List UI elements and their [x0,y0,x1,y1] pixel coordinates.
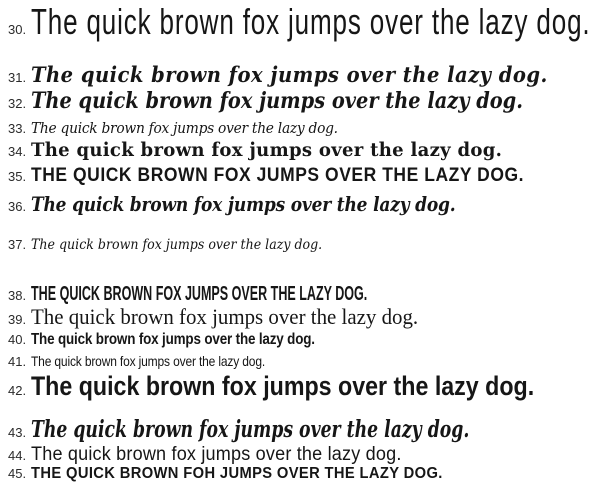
font-sample-row [8,284,541,306]
font-sample-row [8,119,365,137]
font-sample-row [8,88,590,114]
font-sample-row [8,237,355,253]
sample-text: The quick brown fox jumps over the lazy dog. [31,416,470,443]
font-sample-row [8,444,421,466]
sample-text: The quick brown fox jumps over the lazy dog. [31,192,456,216]
font-sample-row [8,416,600,443]
sample-number: 44. [8,448,27,463]
font-sample-row [8,192,531,216]
sample-number: 40. [8,332,27,347]
sample-number: 33. [8,121,27,136]
font-sample-row [8,371,600,402]
sample-number: 34. [8,144,27,159]
sample-text: The quick brown fox jumps over the lazy dog. [31,353,266,369]
sample-text: The quick brown fox jumps over the lazy dog. [31,0,591,43]
sample-text: The quick brown fox jumps over the lazy dog. [31,331,315,348]
sample-number: 30. [8,22,27,37]
font-sample-row [8,0,600,43]
sample-number: 37. [8,237,27,252]
sample-text: THE QUICK BROWN FOH JUMPS OVER THE LAZY DOG. [31,465,443,482]
sample-number: 35. [8,169,27,184]
sample-number: 41. [8,354,27,369]
sample-text: The quick brown fox jumps over the lazy dog. [31,119,338,137]
sample-text: The quick brown fox jumps over the lazy dog. [31,62,548,87]
sample-number: 38. [8,288,27,303]
font-sample-row [8,465,479,483]
sample-text: The quick brown fox jumps over the lazy dog. [31,88,524,114]
sample-text: The quick brown fox jumps over the lazy dog. [31,237,323,253]
sample-text: THE QUICK BROWN FOX JUMPS OVER THE LAZY DOG. [31,165,525,186]
sample-number: 32. [8,96,27,111]
font-sample-row [8,62,587,87]
font-sample-row [8,353,303,369]
sample-text: The quick brown fox jumps over the lazy dog. [31,371,535,401]
sample-text: The quick brown fox jumps over the lazy dog. [31,444,402,465]
sample-number: 39. [8,312,27,327]
sample-number: 43. [8,425,27,440]
sample-number: 31. [8,70,27,85]
sample-number: 36. [8,199,27,214]
font-sample-row [8,304,439,330]
sample-text: The quick brown fox jumps over the lazy dog. [31,304,419,329]
sample-text: THE QUICK BROWN FOX JUMPS OVER THE LAZY DOG. [31,283,368,306]
sample-number: 42. [8,383,27,398]
sample-number: 45. [8,466,27,481]
font-sample-row [8,165,567,187]
font-sample-row [8,331,369,349]
sample-text: The quick brown fox jumps over the lazy dog. [31,139,503,161]
font-sample-row [8,139,527,161]
